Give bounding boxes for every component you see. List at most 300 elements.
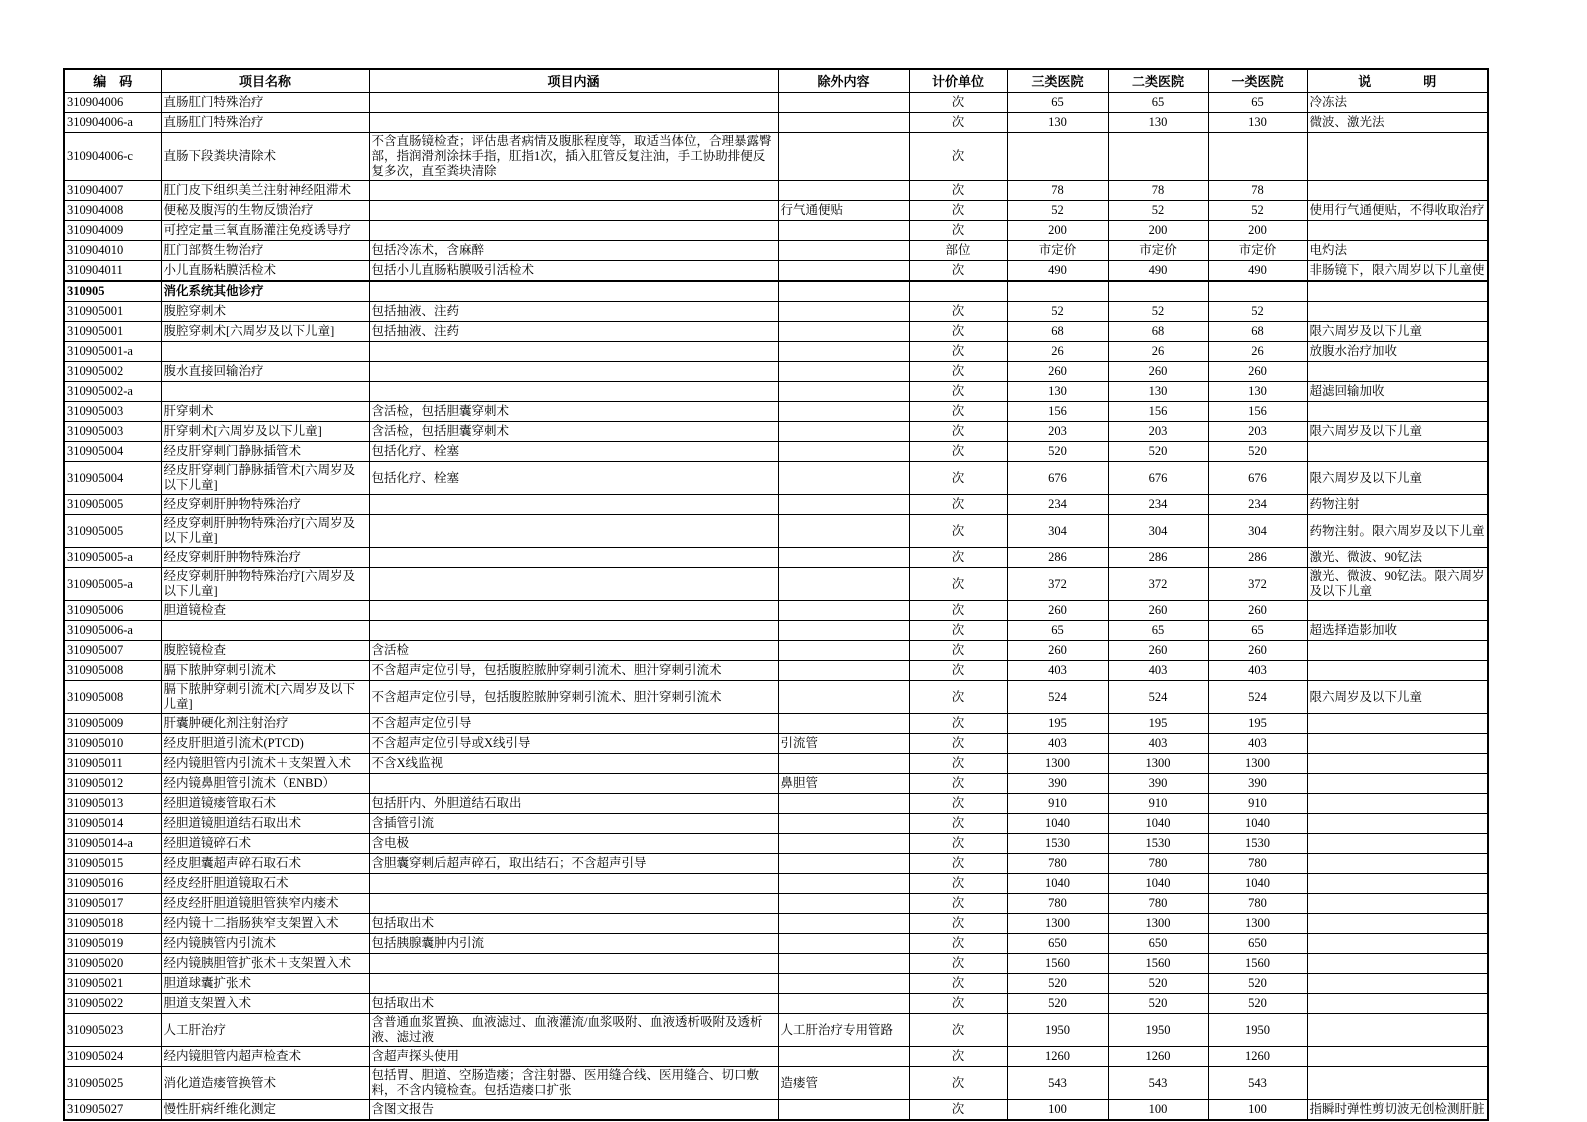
cell-content: 不含超声定位引导 bbox=[369, 714, 778, 734]
cell-exclusion bbox=[778, 442, 909, 462]
cell-exclusion bbox=[778, 814, 909, 834]
cell-code: 310904011 bbox=[64, 261, 161, 282]
cell-tier1: 1560 bbox=[1208, 954, 1307, 974]
cell-unit: 次 bbox=[909, 568, 1007, 601]
cell-content bbox=[369, 774, 778, 794]
cell-tier1: 372 bbox=[1208, 568, 1307, 601]
cell-unit: 次 bbox=[909, 221, 1007, 241]
cell-code: 310904008 bbox=[64, 201, 161, 221]
cell-note bbox=[1307, 734, 1488, 754]
cell-exclusion bbox=[778, 382, 909, 402]
table-row bbox=[64, 1047, 1488, 1067]
cell-name: 小儿直肠粘膜活检术 bbox=[161, 261, 369, 282]
cell-tier3: 200 bbox=[1007, 221, 1108, 241]
cell-note bbox=[1307, 854, 1488, 874]
cell-note: 限六周岁及以下儿童 bbox=[1307, 422, 1488, 442]
cell-tier3: 市定价 bbox=[1007, 241, 1108, 261]
cell-content bbox=[369, 342, 778, 362]
cell-unit: 次 bbox=[909, 201, 1007, 221]
cell-exclusion bbox=[778, 548, 909, 568]
table-row bbox=[64, 302, 1488, 322]
cell-name: 经皮经肝胆道镜胆管狭窄内瘘术 bbox=[161, 894, 369, 914]
cell-tier2: 市定价 bbox=[1108, 241, 1208, 261]
cell-content: 包括取出术 bbox=[369, 914, 778, 934]
cell-tier2: 1560 bbox=[1108, 954, 1208, 974]
cell-content: 包括肝内、外胆道结石取出 bbox=[369, 794, 778, 814]
cell-unit: 次 bbox=[909, 133, 1007, 181]
table-row bbox=[64, 322, 1488, 342]
cell-tier3: 304 bbox=[1007, 515, 1108, 548]
cell-tier1: 200 bbox=[1208, 221, 1307, 241]
cell-note bbox=[1307, 914, 1488, 934]
cell-tier3: 1300 bbox=[1007, 914, 1108, 934]
cell-tier2: 65 bbox=[1108, 621, 1208, 641]
cell-unit: 次 bbox=[909, 113, 1007, 133]
table-row bbox=[64, 661, 1488, 681]
cell-exclusion bbox=[778, 894, 909, 914]
cell-unit: 次 bbox=[909, 794, 1007, 814]
column-header-code: 编 码 bbox=[64, 69, 161, 93]
cell-tier1: 490 bbox=[1208, 261, 1307, 282]
cell-tier3: 520 bbox=[1007, 442, 1108, 462]
cell-unit: 部位 bbox=[909, 241, 1007, 261]
cell-tier1: 65 bbox=[1208, 93, 1307, 113]
cell-content: 包括化疗、栓塞 bbox=[369, 442, 778, 462]
cell-code: 310905010 bbox=[64, 734, 161, 754]
cell-exclusion bbox=[778, 422, 909, 442]
cell-name: 经内镜胆管内超声检查术 bbox=[161, 1047, 369, 1067]
column-header-content: 项目内涵 bbox=[369, 69, 778, 93]
cell-tier1: 130 bbox=[1208, 113, 1307, 133]
cell-tier1: 520 bbox=[1208, 994, 1307, 1014]
cell-note: 激光、微波、90钇法。限六周岁及以下儿童 bbox=[1307, 568, 1488, 601]
cell-unit: 次 bbox=[909, 934, 1007, 954]
cell-code: 310905027 bbox=[64, 1100, 161, 1121]
table-row bbox=[64, 422, 1488, 442]
cell-name: 胆道支架置入术 bbox=[161, 994, 369, 1014]
cell-tier2: 524 bbox=[1108, 681, 1208, 714]
cell-tier2: 203 bbox=[1108, 422, 1208, 442]
cell-note bbox=[1307, 402, 1488, 422]
cell-note bbox=[1307, 661, 1488, 681]
cell-unit: 次 bbox=[909, 681, 1007, 714]
table-row bbox=[64, 641, 1488, 661]
table-row bbox=[64, 93, 1488, 113]
cell-content: 包括化疗、栓塞 bbox=[369, 462, 778, 495]
cell-tier1: 78 bbox=[1208, 181, 1307, 201]
cell-exclusion bbox=[778, 934, 909, 954]
table-row bbox=[64, 934, 1488, 954]
cell-note: 药物注射。限六周岁及以下儿童 bbox=[1307, 515, 1488, 548]
cell-code: 310905002-a bbox=[64, 382, 161, 402]
table-row bbox=[64, 201, 1488, 221]
cell-name: 胆道球囊扩张术 bbox=[161, 974, 369, 994]
cell-code: 310905019 bbox=[64, 934, 161, 954]
cell-tier3: 195 bbox=[1007, 714, 1108, 734]
cell-exclusion: 人工肝治疗专用管路 bbox=[778, 1014, 909, 1047]
table-row bbox=[64, 754, 1488, 774]
cell-exclusion bbox=[778, 302, 909, 322]
cell-content bbox=[369, 954, 778, 974]
cell-tier2: 100 bbox=[1108, 1100, 1208, 1121]
cell-code: 310904009 bbox=[64, 221, 161, 241]
cell-unit: 次 bbox=[909, 974, 1007, 994]
cell-tier1: 543 bbox=[1208, 1067, 1307, 1100]
cell-name: 经皮肝穿刺门静脉插管术 bbox=[161, 442, 369, 462]
cell-tier2: 1260 bbox=[1108, 1047, 1208, 1067]
cell-code: 310904006-a bbox=[64, 113, 161, 133]
cell-tier3: 543 bbox=[1007, 1067, 1108, 1100]
cell-tier2: 910 bbox=[1108, 794, 1208, 814]
cell-note bbox=[1307, 894, 1488, 914]
cell-code: 310905012 bbox=[64, 774, 161, 794]
cell-code: 310905014 bbox=[64, 814, 161, 834]
cell-unit: 次 bbox=[909, 914, 1007, 934]
cell-tier3: 68 bbox=[1007, 322, 1108, 342]
cell-note: 限六周岁及以下儿童 bbox=[1307, 681, 1488, 714]
cell-tier2: 520 bbox=[1108, 974, 1208, 994]
cell-tier2: 78 bbox=[1108, 181, 1208, 201]
cell-tier2: 1530 bbox=[1108, 834, 1208, 854]
cell-note: 冷冻法 bbox=[1307, 93, 1488, 113]
cell-name: 经皮穿刺肝肿物特殊治疗 bbox=[161, 548, 369, 568]
cell-unit: 次 bbox=[909, 601, 1007, 621]
cell-name: 消化道造瘘管换管术 bbox=[161, 1067, 369, 1100]
table-row bbox=[64, 994, 1488, 1014]
cell-code: 310905001 bbox=[64, 302, 161, 322]
cell-code: 310905001-a bbox=[64, 342, 161, 362]
cell-name: 直肠肛门特殊治疗 bbox=[161, 113, 369, 133]
table-row bbox=[64, 221, 1488, 241]
cell-tier2: 234 bbox=[1108, 495, 1208, 515]
column-header-tier3: 三类医院 bbox=[1007, 69, 1108, 93]
cell-note: 指瞬时弹性剪切波无创检测肝脏 bbox=[1307, 1100, 1488, 1121]
cell-content: 包括胃、胆道、空肠造瘘；含注射器、医用缝合线、医用缝合、切口敷料，不含内镜检查。包括造瘘口扩张 bbox=[369, 1067, 778, 1100]
cell-content: 不含超声定位引导，包括腹腔脓肿穿刺引流术、胆汁穿刺引流术 bbox=[369, 681, 778, 714]
cell-exclusion bbox=[778, 495, 909, 515]
cell-unit: 次 bbox=[909, 1100, 1007, 1121]
cell-tier1: 260 bbox=[1208, 362, 1307, 382]
table-row bbox=[64, 794, 1488, 814]
table-row bbox=[64, 714, 1488, 734]
cell-tier1: 1300 bbox=[1208, 754, 1307, 774]
cell-tier1: 234 bbox=[1208, 495, 1307, 515]
cell-unit: 次 bbox=[909, 422, 1007, 442]
cell-code: 310904007 bbox=[64, 181, 161, 201]
cell-content: 不含X线监视 bbox=[369, 754, 778, 774]
cell-tier3: 78 bbox=[1007, 181, 1108, 201]
cell-code: 310905022 bbox=[64, 994, 161, 1014]
cell-note bbox=[1307, 641, 1488, 661]
section-row bbox=[64, 281, 1488, 302]
cell-tier2: 195 bbox=[1108, 714, 1208, 734]
cell-note: 超选择造影加收 bbox=[1307, 621, 1488, 641]
cell-tier1: 524 bbox=[1208, 681, 1307, 714]
cell-tier1: 304 bbox=[1208, 515, 1307, 548]
cell-tier3: 372 bbox=[1007, 568, 1108, 601]
cell-unit: 次 bbox=[909, 814, 1007, 834]
cell-tier3: 524 bbox=[1007, 681, 1108, 714]
cell-tier3: 1560 bbox=[1007, 954, 1108, 974]
cell-content bbox=[369, 93, 778, 113]
cell-name bbox=[161, 342, 369, 362]
cell-note bbox=[1307, 954, 1488, 974]
cell-exclusion bbox=[778, 641, 909, 661]
cell-name: 腹腔穿刺术[六周岁及以下儿童] bbox=[161, 322, 369, 342]
cell-content bbox=[369, 382, 778, 402]
cell-code: 310905025 bbox=[64, 1067, 161, 1100]
cell-note bbox=[1307, 714, 1488, 734]
cell-exclusion bbox=[778, 714, 909, 734]
cell-tier1: 1040 bbox=[1208, 814, 1307, 834]
table-row bbox=[64, 914, 1488, 934]
cell-note bbox=[1307, 934, 1488, 954]
cell-code: 310905002 bbox=[64, 362, 161, 382]
cell-exclusion bbox=[778, 221, 909, 241]
table-row bbox=[64, 734, 1488, 754]
cell-code: 310905014-a bbox=[64, 834, 161, 854]
cell-code: 310905020 bbox=[64, 954, 161, 974]
cell-name bbox=[161, 382, 369, 402]
cell-code: 310905005 bbox=[64, 495, 161, 515]
cell-note: 药物注射 bbox=[1307, 495, 1488, 515]
cell-tier3: 1530 bbox=[1007, 834, 1108, 854]
table-row bbox=[64, 515, 1488, 548]
cell-code: 310905003 bbox=[64, 402, 161, 422]
fee-schedule-table bbox=[63, 68, 1489, 1121]
cell-tier3 bbox=[1007, 133, 1108, 181]
cell-unit: 次 bbox=[909, 342, 1007, 362]
cell-exclusion bbox=[778, 261, 909, 282]
cell-tier3: 130 bbox=[1007, 113, 1108, 133]
cell-content: 含电极 bbox=[369, 834, 778, 854]
cell-unit: 次 bbox=[909, 714, 1007, 734]
cell-tier3: 650 bbox=[1007, 934, 1108, 954]
cell-tier1: 403 bbox=[1208, 661, 1307, 681]
cell-unit: 次 bbox=[909, 874, 1007, 894]
table-row bbox=[64, 1067, 1488, 1100]
cell-tier2: 1040 bbox=[1108, 874, 1208, 894]
cell-tier3: 1300 bbox=[1007, 754, 1108, 774]
cell-tier2: 65 bbox=[1108, 93, 1208, 113]
cell-code: 310905024 bbox=[64, 1047, 161, 1067]
cell-code: 310905007 bbox=[64, 641, 161, 661]
cell-name: 肝穿刺术[六周岁及以下儿童] bbox=[161, 422, 369, 442]
cell-note: 非肠镜下，限六周岁以下儿童使 bbox=[1307, 261, 1488, 282]
cell-content: 包括小儿直肠粘膜吸引活检术 bbox=[369, 261, 778, 282]
cell-tier3: 520 bbox=[1007, 994, 1108, 1014]
column-header-exclusion: 除外内容 bbox=[778, 69, 909, 93]
cell-tier2: 1950 bbox=[1108, 1014, 1208, 1047]
cell-content: 含普通血浆置换、血液滤过、血液灌流/血浆吸附、血液透析吸附及透析液、滤过液 bbox=[369, 1014, 778, 1047]
cell-note bbox=[1307, 774, 1488, 794]
cell-note bbox=[1307, 181, 1488, 201]
table-row bbox=[64, 133, 1488, 181]
cell-code: 310905016 bbox=[64, 874, 161, 894]
cell-unit: 次 bbox=[909, 462, 1007, 495]
cell-unit: 次 bbox=[909, 302, 1007, 322]
cell-note bbox=[1307, 974, 1488, 994]
table-row bbox=[64, 894, 1488, 914]
cell-code: 310905 bbox=[64, 281, 161, 302]
cell-exclusion bbox=[778, 994, 909, 1014]
cell-tier3: 780 bbox=[1007, 854, 1108, 874]
cell-tier3: 1040 bbox=[1007, 814, 1108, 834]
table-row bbox=[64, 681, 1488, 714]
cell-exclusion: 鼻胆管 bbox=[778, 774, 909, 794]
cell-unit: 次 bbox=[909, 261, 1007, 282]
cell-tier3: 130 bbox=[1007, 382, 1108, 402]
cell-code: 310905005-a bbox=[64, 548, 161, 568]
cell-unit: 次 bbox=[909, 1047, 1007, 1067]
table-row bbox=[64, 1014, 1488, 1047]
cell-code: 310905006-a bbox=[64, 621, 161, 641]
cell-content bbox=[369, 894, 778, 914]
table-row bbox=[64, 601, 1488, 621]
cell-name: 腹腔镜检查 bbox=[161, 641, 369, 661]
cell-code: 310905013 bbox=[64, 794, 161, 814]
cell-name: 经内镜胆管内引流术＋支架置入术 bbox=[161, 754, 369, 774]
cell-unit: 次 bbox=[909, 382, 1007, 402]
cell-note: 放腹水治疗加收 bbox=[1307, 342, 1488, 362]
table-row bbox=[64, 568, 1488, 601]
table-row bbox=[64, 774, 1488, 794]
cell-content: 不含超声定位引导，包括腹腔脓肿穿刺引流术、胆汁穿刺引流术 bbox=[369, 661, 778, 681]
cell-exclusion bbox=[778, 133, 909, 181]
table-row bbox=[64, 854, 1488, 874]
cell-name: 经内镜鼻胆管引流术（ENBD） bbox=[161, 774, 369, 794]
cell-name: 腹腔穿刺术 bbox=[161, 302, 369, 322]
cell-exclusion bbox=[778, 181, 909, 201]
cell-name: 肝穿刺术 bbox=[161, 402, 369, 422]
cell-content: 不含直肠镜检查；评估患者病情及腹胀程度等，取适当体位，合理暴露臀部，指润滑剂涂抹手指，肛指1次，插入肛管反复注油，手工协助排便反复多次，直至粪块清除 bbox=[369, 133, 778, 181]
cell-exclusion bbox=[778, 281, 909, 302]
cell-name: 消化系统其他诊疗 bbox=[161, 281, 369, 302]
cell-unit: 次 bbox=[909, 641, 1007, 661]
cell-note: 超滤回输加收 bbox=[1307, 382, 1488, 402]
cell-name: 膈下脓肿穿刺引流术 bbox=[161, 661, 369, 681]
cell-content: 含插管引流 bbox=[369, 814, 778, 834]
cell-tier2: 1300 bbox=[1108, 754, 1208, 774]
cell-tier1: 100 bbox=[1208, 1100, 1307, 1121]
cell-name: 直肠肛门特殊治疗 bbox=[161, 93, 369, 113]
cell-tier2 bbox=[1108, 281, 1208, 302]
cell-exclusion bbox=[778, 834, 909, 854]
cell-tier1: 390 bbox=[1208, 774, 1307, 794]
cell-content: 包括冷冻术，含麻醉 bbox=[369, 241, 778, 261]
cell-tier3: 52 bbox=[1007, 302, 1108, 322]
table-row bbox=[64, 834, 1488, 854]
cell-tier3: 1040 bbox=[1007, 874, 1108, 894]
cell-name: 腹水直接回输治疗 bbox=[161, 362, 369, 382]
cell-tier3: 490 bbox=[1007, 261, 1108, 282]
cell-tier3: 403 bbox=[1007, 661, 1108, 681]
cell-exclusion: 行气通便贴 bbox=[778, 201, 909, 221]
table-row bbox=[64, 954, 1488, 974]
cell-tier1: 52 bbox=[1208, 302, 1307, 322]
cell-exclusion: 造瘘管 bbox=[778, 1067, 909, 1100]
cell-exclusion bbox=[778, 362, 909, 382]
cell-exclusion bbox=[778, 1047, 909, 1067]
table-row bbox=[64, 442, 1488, 462]
cell-tier1: 403 bbox=[1208, 734, 1307, 754]
cell-tier1: 1300 bbox=[1208, 914, 1307, 934]
cell-note bbox=[1307, 1014, 1488, 1047]
cell-note bbox=[1307, 281, 1488, 302]
cell-exclusion bbox=[778, 754, 909, 774]
cell-exclusion bbox=[778, 342, 909, 362]
cell-tier3: 780 bbox=[1007, 894, 1108, 914]
cell-tier3: 260 bbox=[1007, 601, 1108, 621]
cell-code: 310905003 bbox=[64, 422, 161, 442]
cell-name: 经皮肝胆道引流术(PTCD) bbox=[161, 734, 369, 754]
cell-content: 包括取出术 bbox=[369, 994, 778, 1014]
column-header-unit: 计价单位 bbox=[909, 69, 1007, 93]
cell-tier2: 780 bbox=[1108, 854, 1208, 874]
cell-unit: 次 bbox=[909, 854, 1007, 874]
cell-tier3: 52 bbox=[1007, 201, 1108, 221]
cell-tier1: 52 bbox=[1208, 201, 1307, 221]
cell-content: 包括抽液、注药 bbox=[369, 302, 778, 322]
cell-code: 310904006 bbox=[64, 93, 161, 113]
cell-tier3: 403 bbox=[1007, 734, 1108, 754]
cell-tier3: 65 bbox=[1007, 621, 1108, 641]
cell-note bbox=[1307, 362, 1488, 382]
cell-content bbox=[369, 874, 778, 894]
cell-content bbox=[369, 974, 778, 994]
cell-tier2: 520 bbox=[1108, 994, 1208, 1014]
cell-exclusion bbox=[778, 402, 909, 422]
cell-tier2: 1300 bbox=[1108, 914, 1208, 934]
table-row bbox=[64, 548, 1488, 568]
cell-tier3: 1260 bbox=[1007, 1047, 1108, 1067]
cell-note bbox=[1307, 794, 1488, 814]
cell-unit: 次 bbox=[909, 954, 1007, 974]
cell-content: 含活检 bbox=[369, 641, 778, 661]
cell-unit: 次 bbox=[909, 495, 1007, 515]
cell-note bbox=[1307, 754, 1488, 774]
cell-tier1: 260 bbox=[1208, 601, 1307, 621]
cell-tier3: 260 bbox=[1007, 641, 1108, 661]
cell-tier2: 372 bbox=[1108, 568, 1208, 601]
cell-unit: 次 bbox=[909, 661, 1007, 681]
cell-tier2: 130 bbox=[1108, 113, 1208, 133]
cell-note bbox=[1307, 874, 1488, 894]
cell-name: 经皮穿刺肝肿物特殊治疗[六周岁及以下儿童] bbox=[161, 515, 369, 548]
cell-tier3: 676 bbox=[1007, 462, 1108, 495]
cell-tier1: 1260 bbox=[1208, 1047, 1307, 1067]
cell-name bbox=[161, 621, 369, 641]
cell-unit bbox=[909, 281, 1007, 302]
cell-tier2: 543 bbox=[1108, 1067, 1208, 1100]
cell-tier2: 1040 bbox=[1108, 814, 1208, 834]
cell-note bbox=[1307, 994, 1488, 1014]
cell-tier2: 390 bbox=[1108, 774, 1208, 794]
cell-code: 310905018 bbox=[64, 914, 161, 934]
cell-content: 含胆囊穿刺后超声碎石，取出结石；不含超声引导 bbox=[369, 854, 778, 874]
cell-content: 含图文报告 bbox=[369, 1100, 778, 1121]
cell-code: 310905009 bbox=[64, 714, 161, 734]
cell-note bbox=[1307, 1067, 1488, 1100]
cell-exclusion bbox=[778, 322, 909, 342]
table-header bbox=[64, 69, 1488, 93]
cell-tier1: 286 bbox=[1208, 548, 1307, 568]
cell-note bbox=[1307, 442, 1488, 462]
header-row bbox=[64, 69, 1488, 93]
cell-note bbox=[1307, 302, 1488, 322]
cell-tier3: 234 bbox=[1007, 495, 1108, 515]
cell-name: 经内镜胰胆管扩张术＋支架置入术 bbox=[161, 954, 369, 974]
